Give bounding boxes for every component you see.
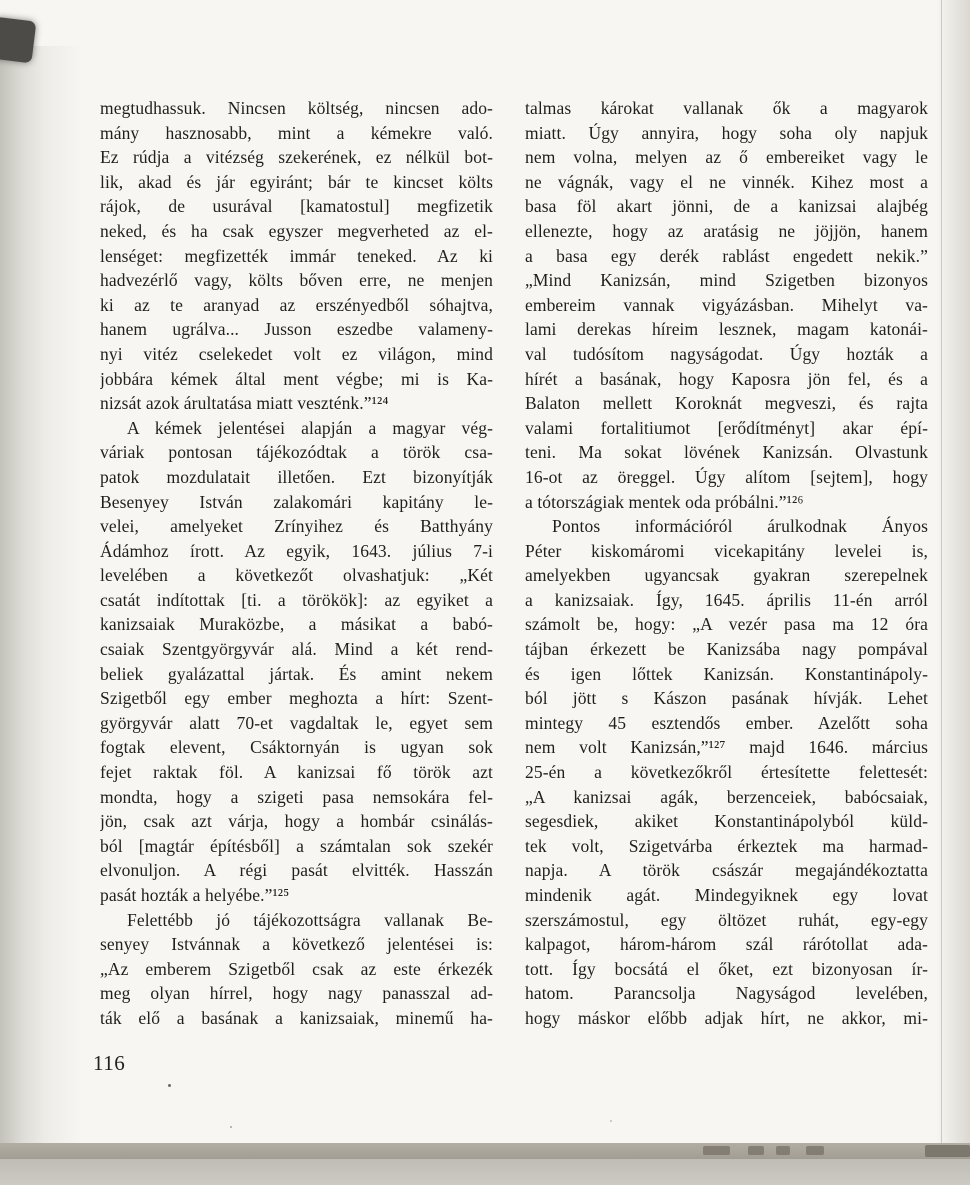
text-line: a tótországiak mentek oda próbálni.”¹²⁶ bbox=[525, 491, 804, 512]
text-line: pasát hozták a helyébe.”¹²⁵ bbox=[100, 885, 290, 905]
text-line: jön, csak azt várja, hogy a hombár csinálás- bbox=[100, 811, 493, 832]
page-number: 116 bbox=[93, 1051, 126, 1075]
text-line: szerszámostul, egy öltözet ruhát, egy-egy bbox=[525, 909, 928, 930]
text-line: Ez rúdja a vitézség szekerének, ez nélkül bot- bbox=[100, 147, 493, 168]
text-line: ne vágnák, vagy el ne vinnék. Kihez most a bbox=[525, 171, 928, 192]
text-line: basa föl akart jönni, de a kanizsai alajbég bbox=[525, 196, 928, 217]
text-line: neked, és ha csak egyszer megverheted az el- bbox=[100, 220, 493, 241]
text-line: mány hasznosabb, mint a kémekre való. bbox=[100, 122, 493, 143]
text-line: Besenyey István zalakomári kapitány le- bbox=[100, 491, 493, 512]
text-line: Felettébb jó tájékozottságra vallanak Be- bbox=[127, 909, 493, 930]
scan-background-bottom bbox=[0, 1159, 970, 1185]
text-line: tek volt, Szigetvárba érkeztek ma harmad- bbox=[525, 835, 928, 856]
page-right-edge-line bbox=[941, 0, 942, 1143]
text-line: váriak pontosan tájékozódtak a török csa- bbox=[100, 442, 493, 463]
text-column-left bbox=[100, 96, 493, 1031]
text-line: rájok, de usurával [kamatostul] megfizetik bbox=[100, 196, 493, 217]
text-line: megtudhassuk. Nincsen költség, nincsen ado- bbox=[100, 98, 493, 118]
edge-smudge bbox=[806, 1146, 824, 1155]
text-line: lik, akad és jár egyiránt; bár te kincset költs bbox=[100, 171, 493, 192]
text-line: val tudósítom nagyságodat. Úgy hozták a bbox=[525, 343, 928, 364]
text-line: embereim vannak vigyázásban. Mihelyt va- bbox=[525, 294, 928, 315]
text-line: 16-ot az öreggel. Úgy alítom [sejtem], hogy bbox=[525, 466, 928, 487]
text-line: Ádámhoz írott. Az egyik, 1643. július 7-i bbox=[100, 540, 493, 561]
text-line: számolt be, hogy: „A vezér pasa ma 12 óra bbox=[525, 614, 928, 635]
text-line: nyi vitéz cselekedet volt ez világon, mind bbox=[100, 343, 493, 364]
text-line: a kanizsaiak. Így, 1645. április 11-én arról bbox=[525, 589, 928, 610]
text-line: mintegy 45 esztendős ember. Azelőtt soha bbox=[525, 712, 928, 733]
text-line: „Az emberem Szigetből csak az este érkezék bbox=[100, 958, 493, 979]
text-line: napja. A török császár megajándékoztatta bbox=[525, 860, 928, 881]
text-column-right bbox=[525, 96, 928, 1031]
text-line: csaiak Szentgyörgyvár alá. Mind a két rend- bbox=[100, 639, 493, 660]
scan-speck bbox=[230, 1126, 232, 1128]
text-line: ellenezte, hogy az aratásig ne jöjjön, hanem bbox=[525, 220, 928, 241]
text-line: valami fortalitiumot [erődítményt] akar épí- bbox=[525, 417, 928, 438]
text-line: hírét a basának, hogy Kaposra jön fel, és a bbox=[525, 368, 928, 389]
text-line: a basa egy derék rablást engedett nekik.” bbox=[525, 245, 928, 266]
text-line: tájban érkezett be Kanizsába nagy pompával bbox=[525, 639, 928, 660]
text-line: és igen lőttek Kanizsán. Konstantinápoly- bbox=[525, 663, 928, 684]
text-line: mondta, hogy a szigeti pasa nemsokára fel- bbox=[100, 786, 493, 807]
text-line: ki az te aranyad az erszényedből sóhajtva, bbox=[100, 294, 493, 315]
scan-speck bbox=[610, 1120, 612, 1122]
text-line: nizsát azok árultatása miatt veszténk.”¹²⁴ bbox=[100, 393, 389, 414]
text-line: beliek gyalázattal jártak. És amint nekem bbox=[100, 663, 493, 684]
scan-speck bbox=[168, 1084, 171, 1087]
text-line: amelyekben ugyancsak gyakran szerepelnek bbox=[525, 565, 928, 586]
text-line: fejet raktak föl. A kanizsai fő török azt bbox=[100, 762, 493, 783]
text-line: fogtak elevent, Csáktornyán is ugyan sok bbox=[100, 737, 493, 758]
text-line: segesdiek, akiket Konstantinápolyból küld- bbox=[525, 811, 928, 832]
text-line: senyey Istvánnak a következő jelentései is: bbox=[100, 934, 493, 955]
text-line: „A kanizsai agák, berzenceiek, babócsaiak, bbox=[525, 786, 928, 807]
text-line: jobbára kémek által ment végbe; mi is Ka- bbox=[100, 368, 493, 389]
text-line: hanem ugrálva... Jusson eszedbe valameny- bbox=[100, 319, 493, 340]
text-line: A kémek jelentései alapján a magyar vég- bbox=[127, 417, 493, 438]
page-left-edge-shadow bbox=[0, 46, 82, 1143]
text-line: csatát indítottak [ti. a törökök]: az egyiket a bbox=[100, 589, 493, 610]
text-line: ból jött s Kászon pasának hívják. Lehet bbox=[525, 688, 928, 709]
scan-artifact-top-left bbox=[0, 17, 36, 64]
text-line: velei, amelyeket Zrínyihez és Batthyány bbox=[100, 516, 493, 537]
text-line: lami derekas híreim lesznek, magam katonái- bbox=[525, 319, 928, 340]
text-line: Szigetből egy ember meghozta a hírt: Szent- bbox=[100, 688, 493, 709]
text-line: ták elő a basának a kanizsaiak, minemű ha- bbox=[100, 1007, 493, 1028]
edge-smudge bbox=[776, 1146, 790, 1155]
text-line: hadvezérlő vagy, költs bőven erre, ne menjen bbox=[100, 270, 493, 291]
edge-smudge bbox=[748, 1146, 764, 1155]
text-line: ból [magtár építésből] a számtalan sok szekér bbox=[100, 835, 493, 856]
text-line: tott. Így bocsátá el őket, ezt bizonyosan ír- bbox=[525, 958, 928, 979]
text-line: mindenik agát. Mindegyiknek egy lovat bbox=[525, 885, 928, 905]
edge-smudge bbox=[703, 1146, 730, 1155]
text-line: Péter kiskomáromi vicekapitány levelei is, bbox=[525, 540, 928, 561]
text-line: patok mozdulatait illetően. Ezt bizonyítják bbox=[100, 466, 493, 487]
text-line: Balaton mellett Koroknát megveszi, és rajta bbox=[525, 393, 928, 414]
text-line: 25-én a következőkről értesítette felettesét: bbox=[525, 762, 928, 783]
text-line: teni. Ma sokat lövének Kanizsán. Olvastunk bbox=[525, 442, 928, 463]
text-line: hatom. Parancsolja Nagyságod levelében, bbox=[525, 983, 928, 1004]
text-line: talmas károkat vallanak ők a magyarok bbox=[525, 98, 928, 118]
text-line: „Mind Kanizsán, mind Szigetben bizonyos bbox=[525, 270, 928, 291]
text-line: györgyvár alatt 70-et vagdaltak le, egyet sem bbox=[100, 712, 493, 733]
text-line: kanizsaiak Muraközbe, a másikat a babó- bbox=[100, 614, 493, 635]
text-line: nem volt Kanizsán,”¹²⁷ majd 1646. március bbox=[525, 737, 928, 758]
text-line: Pontos információról árulkodnak Ányos bbox=[552, 516, 928, 537]
text-line: lenséget: megfizették immár teneked. Az ki bbox=[100, 245, 493, 266]
edge-smudge bbox=[925, 1145, 970, 1157]
text-line: elvonuljon. A régi pasát elvitték. Hasszán bbox=[100, 860, 493, 881]
text-line: nem volna, melyen az ő embereiket vagy le bbox=[525, 147, 928, 168]
text-line: meg olyan hírrel, hogy nagy panasszal ad- bbox=[100, 983, 493, 1004]
text-line: kalpagot, három-három szál rárótollat ada- bbox=[525, 934, 928, 955]
text-line: hogy máskor előbb adjak hírt, ne akkor, mi- bbox=[525, 1007, 928, 1028]
text-line: miatt. Úgy annyira, hogy soha oly napjuk bbox=[525, 122, 928, 143]
book-bottom-edge-strip bbox=[0, 1143, 970, 1159]
text-line: levelében a következőt olvashatjuk: „Két bbox=[100, 565, 493, 586]
